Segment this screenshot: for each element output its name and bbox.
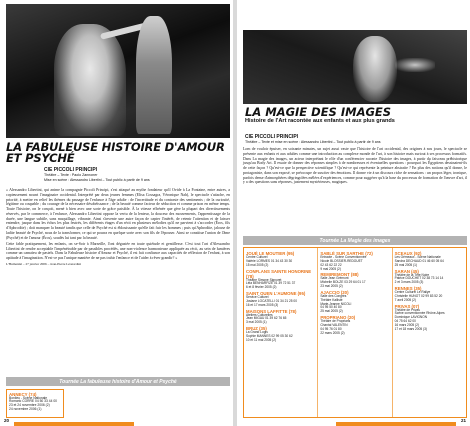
- right-page: [237, 0, 470, 426]
- venue-details: Salle Jean Grémont Michelle BOLZE 03 29 64 01 17 23 mai 2005 (2): [320, 276, 366, 289]
- venue-city: PRIVAS (07): [394, 303, 420, 309]
- right-tour-banner: Tournée La Magie des images: [243, 236, 467, 245]
- venue-column-2: [318, 248, 392, 417]
- right-paragraph-1: Lom de vouloir épuiser, en soixante minutes, un sujet aussi vaste que l'histoire de l'art occidental, des origines à nos jours, le spectacle se présente aux enfants et aux adultes comme une introduction au complexe monde de l'art, à son histoire mais surtout à ses processus formatifs. Dans La magie des images, un acteur interprétant le rôle d'un conférencier raconte l'histoire des images, à partir du faisceau préhistorique jusqu'au Body Art. Il essaie de donner des réponses simples à de nombreuses et éventuelles questions : pourquoi les Égyptiens dessinaient-ils de cette façon ? Qu'est-ce que la perspective scientifique ? Qu'est-ce qui représente la peinture abstraite ? En plus des notions qu'il donne, le protagoniste, dans son exposé, se préoccupe de susciter des émotions. Il donne vie à un discours riche de sensations : un propos léger, ironique, parfois dense d'atmosphères dégringolées mêlées d'expériences, comme pour suggérer qu'à la base du processus de formation de l'œuvre d'art, il y a des questions sans réponses, justement mystérieuses, magiques.: [243, 147, 468, 185]
- standing-performer: [136, 16, 172, 134]
- venue-entry: [246, 251, 315, 268]
- venue-city: RENNES (35): [394, 286, 422, 292]
- right-company-name: CIE PICCOLI PRINCIPI: [245, 134, 299, 140]
- venue-entry: [320, 315, 389, 335]
- left-paragraph-2: Cette fable pratiquement, les enfants, on se-Soir à Marseille, l'ont dégustée en toute quiétude et gentillesse. C'est tout l'art d'Alessandro Libertini de rendre acceptable l'impénétrable par de passibles procédés, une non-violence harmonieuse appliquée au récit, au sein de lumières comme un camaïeu de pastels. Dans la Fabuleuse histoire d'Amour et Psyché, il est fait confiance aux capacités de réflexion de l'enfant, à son aptitude à l'imagination. N'est-ce pas l'unique manière de ne pas trahir l'enfance et de l'aider à rêver grandir? »: [6, 241, 230, 260]
- venue-details: Théâtre Simone Signoret Léla BENHARFIZE 01 39 72 51 37 6 et 8 février 2005 (2): [246, 277, 296, 290]
- left-paragraph-1: « Alessandro Libertini, qui anime la compagnie Piccoli Principi, s'est attaqué au mythe fondateur qu'il Ovide à La Fontaine, entre autres, a copieusement nourri l'imaginaire occidental. Interprété par deux jeunes femmes (Elisa Cossagra, Véronique Nah), le spectacle s'attache, en priorité, à mettre en relief les thèmes du passage de l'enfance à l'âge adulte : de l'incertitude et du contraste des sentiments ; de la curiosité, légitime ou coupable ; du courage de la nécessaire désobéissance ; de la beauté comme facteur de séduction et comme prison en même temps. Toute l'histoire, on le conçoit, mené à bien avec une sorte de grâce paisible. À la vitesse effrénée que gère la plupart des divertissements réservés, par le commerce, à l'enfance, Alessandro Libertini oppose la vertu de la lenteur, la douceur des mouvements, l'apprentissage de la durée, une langue subtile, sans maquillage, vibrante. Ainsi s'invente une autre façon de capter l'intérêt, de retenir l'attention et de laisser entendre, jusque dans les échos les plus feutrés, les différents étages d'un récit en plusieurs mélodies qu'il ne parvient à s'accorder (Éros, fils d'Aphrodite) ; doit manquer la beauté tandis que celle de Psyché est si éblouissante qu'elle fait fuir les hommes ; puis qu'Aphrodite, jalouse de ladite beauté de Psyché, nous de la transformer, ce qui se pourra en quelque sorte avec son fils de l'épouser. Ainsi se constitue l'union de l'âme (Psyché) et de l'amour (Éros), soudés lui tant par la beauté.: [6, 188, 230, 240]
- venue-details: Théâtre de Proprians Chantal VALENTIN 04 95 76 01 80 22 mars 2005 (2): [320, 319, 351, 335]
- right-page-subtitle: Histoire de l'Art racontée aux enfants et aux plus grands: [245, 118, 395, 124]
- right-page-title: LA MAGIE DES IMAGES: [245, 105, 392, 119]
- venue-entry: [246, 269, 315, 291]
- right-credits: Théâtre – Texte et mise en scène : Alessandro Libertini – Tout public à partir de 9 ans: [245, 140, 381, 144]
- venue-column-3: [393, 248, 466, 417]
- venue-entry: [395, 269, 464, 286]
- venue-details: Bonlieu - Scène Nationale Romaric CORRE 04 50 33 44 00 23 et 24 novembre 2006 (2) 24 novembre 2006 (1): [9, 395, 58, 412]
- venue-city: PROPRIANO (20): [320, 315, 356, 321]
- venue-entry: [320, 251, 389, 271]
- venue-details: La Grand Logis Sophie MANNES 02 99 05 30 62 10 et 11 mai 2005 (2): [246, 330, 293, 342]
- left-page-number: 20: [4, 418, 10, 423]
- venue-entry: [246, 291, 315, 308]
- venue-details: Centre Culturel Valérie LORMES 01 34 43 30 30 15 mai 2005 (2): [246, 255, 293, 267]
- venue-city: CONFLANS SAINTE HONORINE (78): [246, 268, 312, 279]
- venue-details: Théâtre de la Tête Noire Patrice DOUCHET 02 38 73 14 14 2 et 3 mars 2005 (3): [394, 272, 444, 285]
- venue-entry: [320, 290, 389, 314]
- venue-details: Ateliers Culturelles Jean MIGAU 01 39 62 76 65 3 mai 2005 (1): [246, 312, 287, 325]
- left-source-caption: L'Humanité – 27 janvier 2006 – Jean-Pierre Léonardini: [6, 262, 82, 267]
- venue-details: Entracte - Scène Conventionnée Nicole BLOSSIER-REDOUET 02 43 62 22 22 9 mai 2005 (2): [320, 255, 367, 271]
- venue-entry: [246, 309, 315, 326]
- right-bottom-strip: [336, 422, 456, 426]
- venue-city: AJACCIO (20): [320, 289, 349, 295]
- tour-venues-grid: [243, 247, 467, 418]
- venue-city: REMIREMONT (88): [320, 272, 359, 278]
- venue-city: JOUÉ LE MOUTIER (95): [246, 251, 295, 256]
- venue-entry: [395, 251, 464, 268]
- venue-entry: [395, 304, 464, 332]
- left-company-name: CIE PICCOLI PRINCIPI: [44, 167, 98, 173]
- actor-figure: [353, 36, 397, 102]
- venue-entry: [320, 272, 389, 289]
- veiled-performer: [54, 24, 126, 136]
- psyche-performance-photo: [6, 4, 230, 138]
- left-body-text: [6, 188, 230, 267]
- left-page: [0, 0, 233, 426]
- venue-city: SCEAUX (92): [394, 251, 422, 256]
- venue-details: Centre Culturel Le Rallye Christelle HUNOT 02 99 83 52 20 7 avril 2005 (2): [394, 290, 443, 302]
- left-bottom-strip: [14, 422, 134, 426]
- venue-annecy: [6, 389, 64, 418]
- right-page-number: 21: [460, 418, 466, 423]
- venue-details: Service Culturel Josiane LOCATELLI 01 34 21 25 00 16 et 17 mars 2005 (3): [246, 295, 297, 307]
- venue-city: ANNECY (74): [9, 391, 37, 397]
- left-tour-banner: Tournée La fabuleuse histoire d'Amour et Psyché: [6, 377, 230, 386]
- venue-entry: [246, 326, 315, 343]
- venue-column-1: [244, 248, 318, 417]
- right-body-text: [243, 147, 467, 187]
- venue-city: SARAN (45): [394, 268, 419, 274]
- actor-hand: [395, 58, 435, 72]
- venue-city: MAISONS LAFFITTE (78): [246, 308, 297, 314]
- venue-details: Les Gémeaux - Scène Nationale Sandra DECHAUD 01 46 60 05 64 25 mai 2005 (1): [394, 255, 444, 267]
- magie-images-photo: [243, 30, 467, 104]
- venue-entry: [395, 286, 464, 303]
- left-credits: Théâtre – Texte : Paolo Zannoner Mise en scène : Alessandro Libertini – Tout public à partir de 9 ans: [44, 173, 150, 182]
- left-page-title: LA FABULEUSE HISTOIRE D'AMOUR ET PSYCHÉ: [6, 140, 225, 165]
- venue-city: SABLÉ SUR SARTHE (72): [320, 251, 373, 256]
- venue-details: Salle des Congrès Théâtre Kallisté Marie-Jeanne NICOLI 04 95 50 40 80 25 mai 2005 (2): [320, 293, 352, 314]
- venue-details: Théâtre de Privas Scène conventionnée Rhône-Alpes Dominique LAVIGNON 04 75 64 62 00 16 mars 2005 (2) 17 et 18 mars 2005 (3): [394, 307, 445, 331]
- venue-city: BRUZ (35): [246, 326, 267, 332]
- venue-city: SAINT OUEN L'AUMONE (95): [246, 291, 306, 297]
